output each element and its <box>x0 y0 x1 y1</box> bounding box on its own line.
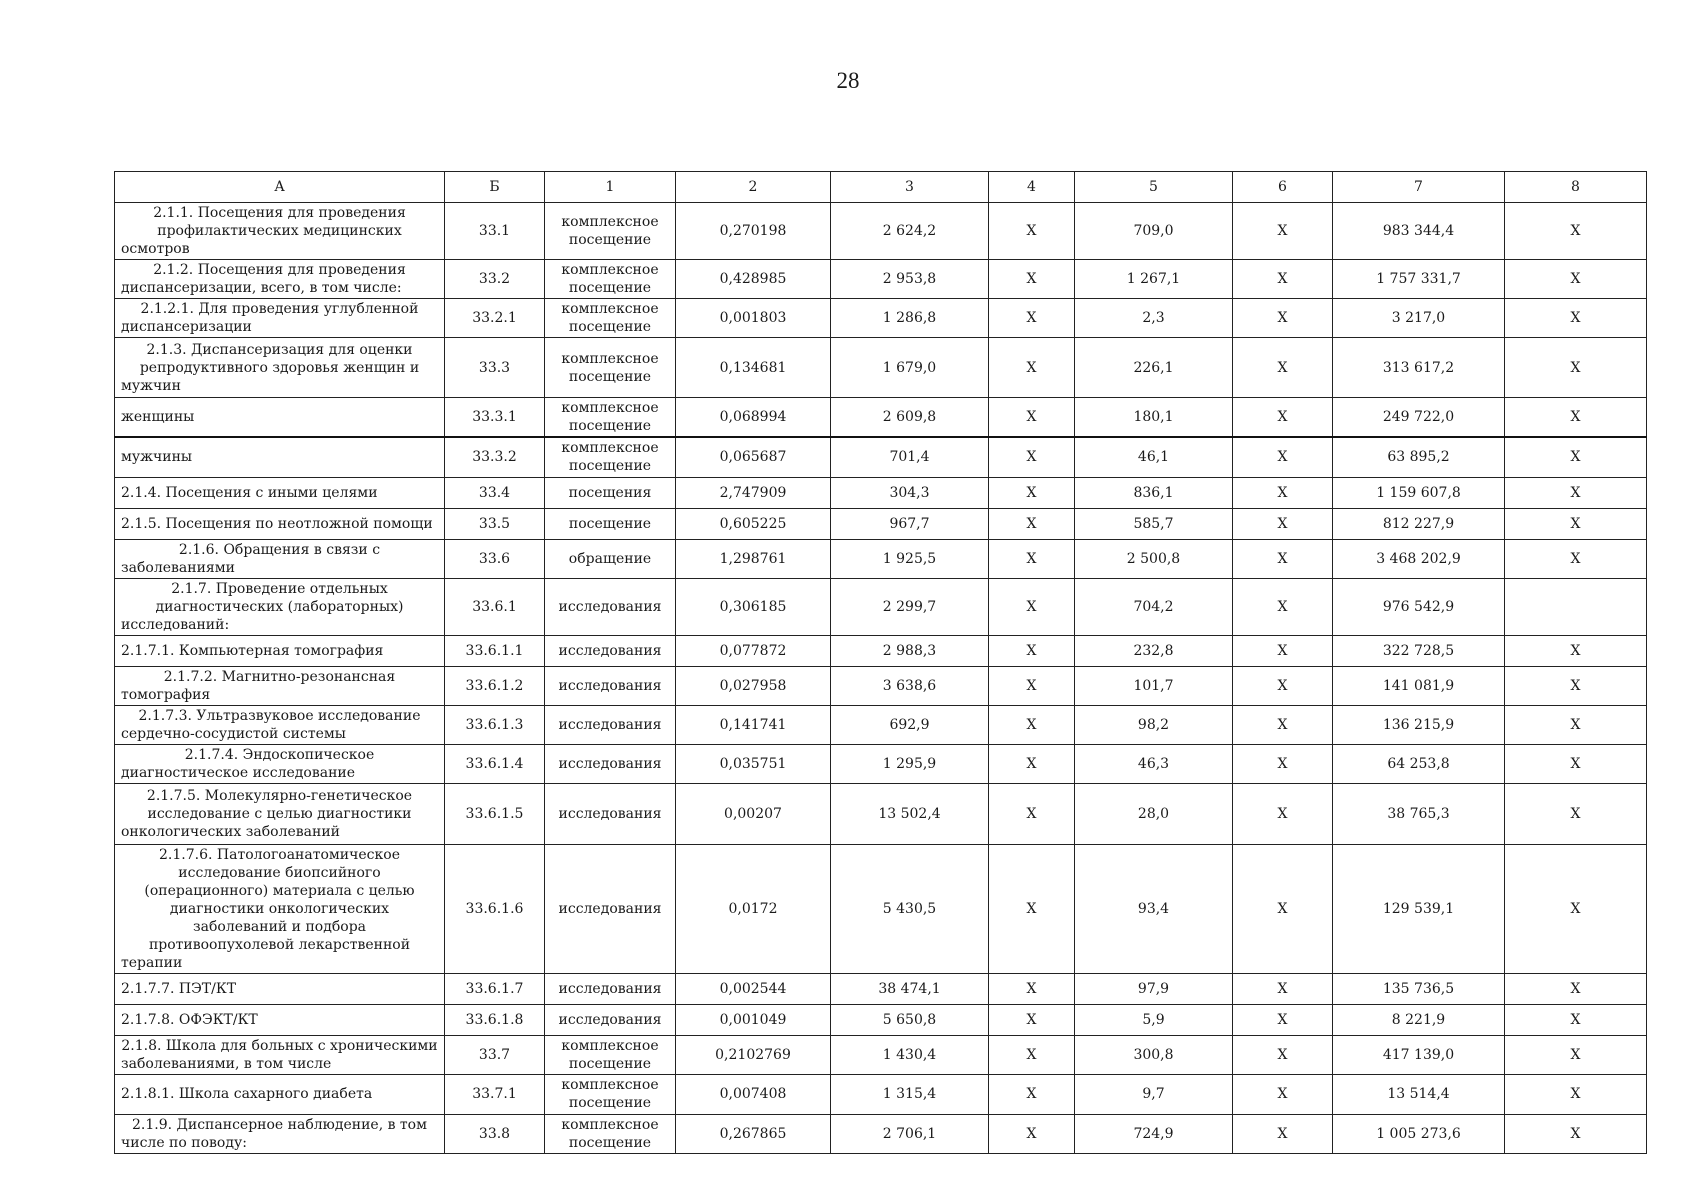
row-code: 33.6.1.3 <box>445 705 545 744</box>
table-row <box>115 508 1647 539</box>
table-row <box>115 338 1647 398</box>
row-col-2: 0,141741 <box>676 705 831 744</box>
row-col-6: Х <box>1233 844 1333 973</box>
table-row <box>115 1004 1647 1035</box>
row-unit: комплексное посещение <box>545 260 676 299</box>
row-code: 33.7.1 <box>445 1074 545 1114</box>
row-col-2: 0,027958 <box>676 666 831 705</box>
row-col-4: Х <box>989 1035 1075 1074</box>
table-body <box>115 203 1647 1154</box>
row-col-8: Х <box>1505 973 1647 1004</box>
row-col-8: Х <box>1505 398 1647 438</box>
row-label: мужчины <box>115 437 445 477</box>
row-col-2: 0,605225 <box>676 508 831 539</box>
row-col-3: 2 609,8 <box>831 398 989 438</box>
table-row <box>115 973 1647 1004</box>
table-row <box>115 705 1647 744</box>
row-unit: комплексное посещение <box>545 1114 676 1153</box>
row-col-5: 97,9 <box>1075 973 1233 1004</box>
page-number: 28 <box>836 68 860 93</box>
row-code: 33.3 <box>445 338 545 398</box>
row-col-7: 38 765,3 <box>1333 783 1505 844</box>
row-unit: комплексное посещение <box>545 203 676 260</box>
row-col-5: 709,0 <box>1075 203 1233 260</box>
row-col-7: 417 139,0 <box>1333 1035 1505 1074</box>
row-col-8: Х <box>1505 477 1647 508</box>
row-col-8: Х <box>1505 508 1647 539</box>
row-label: 2.1.8.1. Школа сахарного диабета <box>115 1074 445 1114</box>
row-col-3: 2 988,3 <box>831 635 989 666</box>
row-unit: комплексное посещение <box>545 1035 676 1074</box>
row-code: 33.6.1.1 <box>445 635 545 666</box>
row-col-5: 46,1 <box>1075 437 1233 477</box>
row-col-2: 0,134681 <box>676 338 831 398</box>
row-label: 2.1.7.8. ОФЭКТ/КТ <box>115 1004 445 1035</box>
row-unit: исследования <box>545 635 676 666</box>
table-row <box>115 299 1647 338</box>
row-label: 2.1.8. Школа для больных с хроническими заболеваниями, в том числе <box>115 1035 445 1074</box>
row-col-4: Х <box>989 203 1075 260</box>
row-col-8: Х <box>1505 666 1647 705</box>
row-col-4: Х <box>989 1074 1075 1114</box>
row-col-4: Х <box>989 844 1075 973</box>
row-unit: посещение <box>545 508 676 539</box>
row-code: 33.6.1.7 <box>445 973 545 1004</box>
table-row <box>115 477 1647 508</box>
row-label: 2.1.7. Проведение отдельных диагностических (лабораторных) исследований: <box>115 578 445 635</box>
row-col-5: 836,1 <box>1075 477 1233 508</box>
row-code: 33.8 <box>445 1114 545 1153</box>
row-code: 33.3.1 <box>445 398 545 438</box>
row-col-5: 724,9 <box>1075 1114 1233 1153</box>
row-col-3: 692,9 <box>831 705 989 744</box>
row-col-4: Х <box>989 744 1075 783</box>
header-row <box>115 172 1647 203</box>
row-col-4: Х <box>989 299 1075 338</box>
row-col-5: 2,3 <box>1075 299 1233 338</box>
row-col-8: Х <box>1505 635 1647 666</box>
row-unit: комплексное посещение <box>545 437 676 477</box>
row-col-7: 313 617,2 <box>1333 338 1505 398</box>
header-col-a: А <box>115 172 445 203</box>
row-col-2: 0,428985 <box>676 260 831 299</box>
row-col-4: Х <box>989 508 1075 539</box>
row-col-4: Х <box>989 705 1075 744</box>
row-col-8: Х <box>1505 844 1647 973</box>
row-col-3: 1 315,4 <box>831 1074 989 1114</box>
row-col-6: Х <box>1233 338 1333 398</box>
header-col-2: 2 <box>676 172 831 203</box>
row-col-5: 101,7 <box>1075 666 1233 705</box>
row-col-7: 63 895,2 <box>1333 437 1505 477</box>
row-label: 2.1.2.1. Для проведения углубленной диспансеризации <box>115 299 445 338</box>
row-unit: комплексное посещение <box>545 398 676 438</box>
row-col-2: 0,2102769 <box>676 1035 831 1074</box>
row-col-2: 0,0172 <box>676 844 831 973</box>
row-col-3: 967,7 <box>831 508 989 539</box>
table-row <box>115 539 1647 578</box>
row-col-6: Х <box>1233 539 1333 578</box>
row-code: 33.6.1.5 <box>445 783 545 844</box>
row-col-6: Х <box>1233 1074 1333 1114</box>
row-col-2: 2,747909 <box>676 477 831 508</box>
row-unit: исследования <box>545 744 676 783</box>
row-unit: посещения <box>545 477 676 508</box>
row-col-8 <box>1505 578 1647 635</box>
row-col-3: 701,4 <box>831 437 989 477</box>
row-col-6: Х <box>1233 508 1333 539</box>
row-col-4: Х <box>989 477 1075 508</box>
row-col-4: Х <box>989 666 1075 705</box>
row-col-6: Х <box>1233 705 1333 744</box>
row-col-4: Х <box>989 437 1075 477</box>
row-col-3: 13 502,4 <box>831 783 989 844</box>
row-col-3: 2 624,2 <box>831 203 989 260</box>
row-col-7: 983 344,4 <box>1333 203 1505 260</box>
data-table <box>114 171 1647 1154</box>
row-label: 2.1.9. Диспансерное наблюдение, в том числе по поводу: <box>115 1114 445 1153</box>
row-col-6: Х <box>1233 477 1333 508</box>
row-col-2: 0,001049 <box>676 1004 831 1035</box>
row-col-7: 322 728,5 <box>1333 635 1505 666</box>
row-col-2: 1,298761 <box>676 539 831 578</box>
row-label: 2.1.6. Обращения в связи с заболеваниями <box>115 539 445 578</box>
row-col-3: 1 295,9 <box>831 744 989 783</box>
row-col-3: 2 299,7 <box>831 578 989 635</box>
row-col-7: 13 514,4 <box>1333 1074 1505 1114</box>
table-row <box>115 1035 1647 1074</box>
row-col-3: 2 706,1 <box>831 1114 989 1153</box>
row-col-5: 585,7 <box>1075 508 1233 539</box>
row-col-6: Х <box>1233 1035 1333 1074</box>
row-code: 33.7 <box>445 1035 545 1074</box>
row-unit: комплексное посещение <box>545 1074 676 1114</box>
row-col-3: 1 430,4 <box>831 1035 989 1074</box>
row-col-2: 0,077872 <box>676 635 831 666</box>
row-unit: исследования <box>545 578 676 635</box>
row-label: женщины <box>115 398 445 438</box>
row-col-2: 0,001803 <box>676 299 831 338</box>
row-col-8: Х <box>1505 705 1647 744</box>
header-col-b: Б <box>445 172 545 203</box>
row-code: 33.6.1.8 <box>445 1004 545 1035</box>
row-col-6: Х <box>1233 635 1333 666</box>
row-col-3: 2 953,8 <box>831 260 989 299</box>
header-col-7: 7 <box>1333 172 1505 203</box>
row-col-8: Х <box>1505 1004 1647 1035</box>
row-col-8: Х <box>1505 783 1647 844</box>
row-col-4: Х <box>989 635 1075 666</box>
row-label: 2.1.2. Посещения для проведения диспансеризации, всего, в том числе: <box>115 260 445 299</box>
table-row <box>115 398 1647 438</box>
row-col-6: Х <box>1233 744 1333 783</box>
row-col-7: 1 757 331,7 <box>1333 260 1505 299</box>
row-col-2: 0,306185 <box>676 578 831 635</box>
row-col-6: Х <box>1233 578 1333 635</box>
row-col-3: 1 286,8 <box>831 299 989 338</box>
table-row <box>115 635 1647 666</box>
row-col-5: 9,7 <box>1075 1074 1233 1114</box>
row-code: 33.4 <box>445 477 545 508</box>
row-col-3: 5 650,8 <box>831 1004 989 1035</box>
row-col-7: 1 159 607,8 <box>1333 477 1505 508</box>
header-col-6: 6 <box>1233 172 1333 203</box>
row-col-6: Х <box>1233 1114 1333 1153</box>
row-col-7: 136 215,9 <box>1333 705 1505 744</box>
row-col-5: 5,9 <box>1075 1004 1233 1035</box>
row-col-5: 704,2 <box>1075 578 1233 635</box>
row-col-2: 0,002544 <box>676 973 831 1004</box>
row-code: 33.6.1.6 <box>445 844 545 973</box>
row-col-2: 0,068994 <box>676 398 831 438</box>
row-col-8: Х <box>1505 744 1647 783</box>
row-col-7: 249 722,0 <box>1333 398 1505 438</box>
row-col-6: Х <box>1233 437 1333 477</box>
row-col-3: 1 925,5 <box>831 539 989 578</box>
row-col-2: 0,00207 <box>676 783 831 844</box>
row-col-6: Х <box>1233 783 1333 844</box>
row-col-8: Х <box>1505 437 1647 477</box>
row-col-4: Х <box>989 1004 1075 1035</box>
row-col-8: Х <box>1505 260 1647 299</box>
row-code: 33.6.1.4 <box>445 744 545 783</box>
header-col-1: 1 <box>545 172 676 203</box>
row-label: 2.1.5. Посещения по неотложной помощи <box>115 508 445 539</box>
table-row <box>115 578 1647 635</box>
table-row <box>115 844 1647 973</box>
row-col-3: 1 679,0 <box>831 338 989 398</box>
row-label: 2.1.7.1. Компьютерная томография <box>115 635 445 666</box>
row-col-3: 304,3 <box>831 477 989 508</box>
table-row <box>115 783 1647 844</box>
row-col-4: Х <box>989 338 1075 398</box>
row-code: 33.6.1 <box>445 578 545 635</box>
row-code: 33.5 <box>445 508 545 539</box>
row-label: 2.1.7.4. Эндоскопическое диагностическое исследование <box>115 744 445 783</box>
row-col-4: Х <box>989 398 1075 438</box>
row-col-2: 0,065687 <box>676 437 831 477</box>
row-col-4: Х <box>989 260 1075 299</box>
row-unit: исследования <box>545 844 676 973</box>
row-col-8: Х <box>1505 1114 1647 1153</box>
row-col-5: 93,4 <box>1075 844 1233 973</box>
row-col-5: 300,8 <box>1075 1035 1233 1074</box>
row-label: 2.1.1. Посещения для проведения профилактических медицинских осмотров <box>115 203 445 260</box>
table-row <box>115 260 1647 299</box>
row-col-7: 64 253,8 <box>1333 744 1505 783</box>
row-label: 2.1.7.5. Молекулярно-генетическое исследование с целью диагностики онкологических заболеваний <box>115 783 445 844</box>
row-unit: комплексное посещение <box>545 338 676 398</box>
row-col-6: Х <box>1233 1004 1333 1035</box>
row-col-7: 135 736,5 <box>1333 973 1505 1004</box>
row-col-7: 812 227,9 <box>1333 508 1505 539</box>
row-col-7: 1 005 273,6 <box>1333 1114 1505 1153</box>
row-label: 2.1.7.3. Ультразвуковое исследование сердечно-сосудистой системы <box>115 705 445 744</box>
row-col-7: 3 468 202,9 <box>1333 539 1505 578</box>
row-label: 2.1.7.6. Патологоанатомическое исследование биопсийного (операционного) материала с целью диагностики онкологических заболеваний и подбора противоопухолевой лекарственной терапии <box>115 844 445 973</box>
row-unit: комплексное посещение <box>545 299 676 338</box>
row-col-5: 180,1 <box>1075 398 1233 438</box>
row-code: 33.2 <box>445 260 545 299</box>
table-row <box>115 437 1647 477</box>
row-col-5: 1 267,1 <box>1075 260 1233 299</box>
row-col-8: Х <box>1505 203 1647 260</box>
row-unit: исследования <box>545 666 676 705</box>
row-col-6: Х <box>1233 398 1333 438</box>
row-col-4: Х <box>989 973 1075 1004</box>
row-unit: исследования <box>545 705 676 744</box>
row-col-4: Х <box>989 578 1075 635</box>
row-col-5: 46,3 <box>1075 744 1233 783</box>
row-col-3: 38 474,1 <box>831 973 989 1004</box>
row-col-7: 8 221,9 <box>1333 1004 1505 1035</box>
row-col-6: Х <box>1233 299 1333 338</box>
row-code: 33.3.2 <box>445 437 545 477</box>
table-row <box>115 1114 1647 1153</box>
row-code: 33.6 <box>445 539 545 578</box>
header-col-4: 4 <box>989 172 1075 203</box>
row-label: 2.1.7.7. ПЭТ/КТ <box>115 973 445 1004</box>
row-label: 2.1.4. Посещения с иными целями <box>115 477 445 508</box>
row-col-8: Х <box>1505 299 1647 338</box>
header-col-3: 3 <box>831 172 989 203</box>
row-col-7: 141 081,9 <box>1333 666 1505 705</box>
header-col-5: 5 <box>1075 172 1233 203</box>
row-col-7: 3 217,0 <box>1333 299 1505 338</box>
row-unit: исследования <box>545 1004 676 1035</box>
row-label: 2.1.7.2. Магнитно-резонансная томография <box>115 666 445 705</box>
row-col-5: 28,0 <box>1075 783 1233 844</box>
row-col-8: Х <box>1505 539 1647 578</box>
row-col-8: Х <box>1505 338 1647 398</box>
row-col-3: 5 430,5 <box>831 844 989 973</box>
row-col-5: 232,8 <box>1075 635 1233 666</box>
row-code: 33.1 <box>445 203 545 260</box>
row-unit: обращение <box>545 539 676 578</box>
row-unit: исследования <box>545 973 676 1004</box>
row-code: 33.2.1 <box>445 299 545 338</box>
row-col-6: Х <box>1233 260 1333 299</box>
table-row <box>115 744 1647 783</box>
row-col-6: Х <box>1233 666 1333 705</box>
header-col-8: 8 <box>1505 172 1647 203</box>
row-col-4: Х <box>989 1114 1075 1153</box>
row-col-7: 976 542,9 <box>1333 578 1505 635</box>
row-col-5: 2 500,8 <box>1075 539 1233 578</box>
row-col-7: 129 539,1 <box>1333 844 1505 973</box>
row-col-4: Х <box>989 539 1075 578</box>
row-unit: исследования <box>545 783 676 844</box>
row-col-8: Х <box>1505 1074 1647 1114</box>
row-col-3: 3 638,6 <box>831 666 989 705</box>
row-col-5: 98,2 <box>1075 705 1233 744</box>
table-row <box>115 666 1647 705</box>
row-col-2: 0,267865 <box>676 1114 831 1153</box>
row-label: 2.1.3. Диспансеризация для оценки репродуктивного здоровья женщин и мужчин <box>115 338 445 398</box>
table-row <box>115 203 1647 260</box>
row-col-6: Х <box>1233 203 1333 260</box>
row-col-4: Х <box>989 783 1075 844</box>
row-col-2: 0,035751 <box>676 744 831 783</box>
row-col-6: Х <box>1233 973 1333 1004</box>
row-col-2: 0,270198 <box>676 203 831 260</box>
table-row <box>115 1074 1647 1114</box>
row-col-2: 0,007408 <box>676 1074 831 1114</box>
row-col-8: Х <box>1505 1035 1647 1074</box>
row-col-5: 226,1 <box>1075 338 1233 398</box>
row-code: 33.6.1.2 <box>445 666 545 705</box>
